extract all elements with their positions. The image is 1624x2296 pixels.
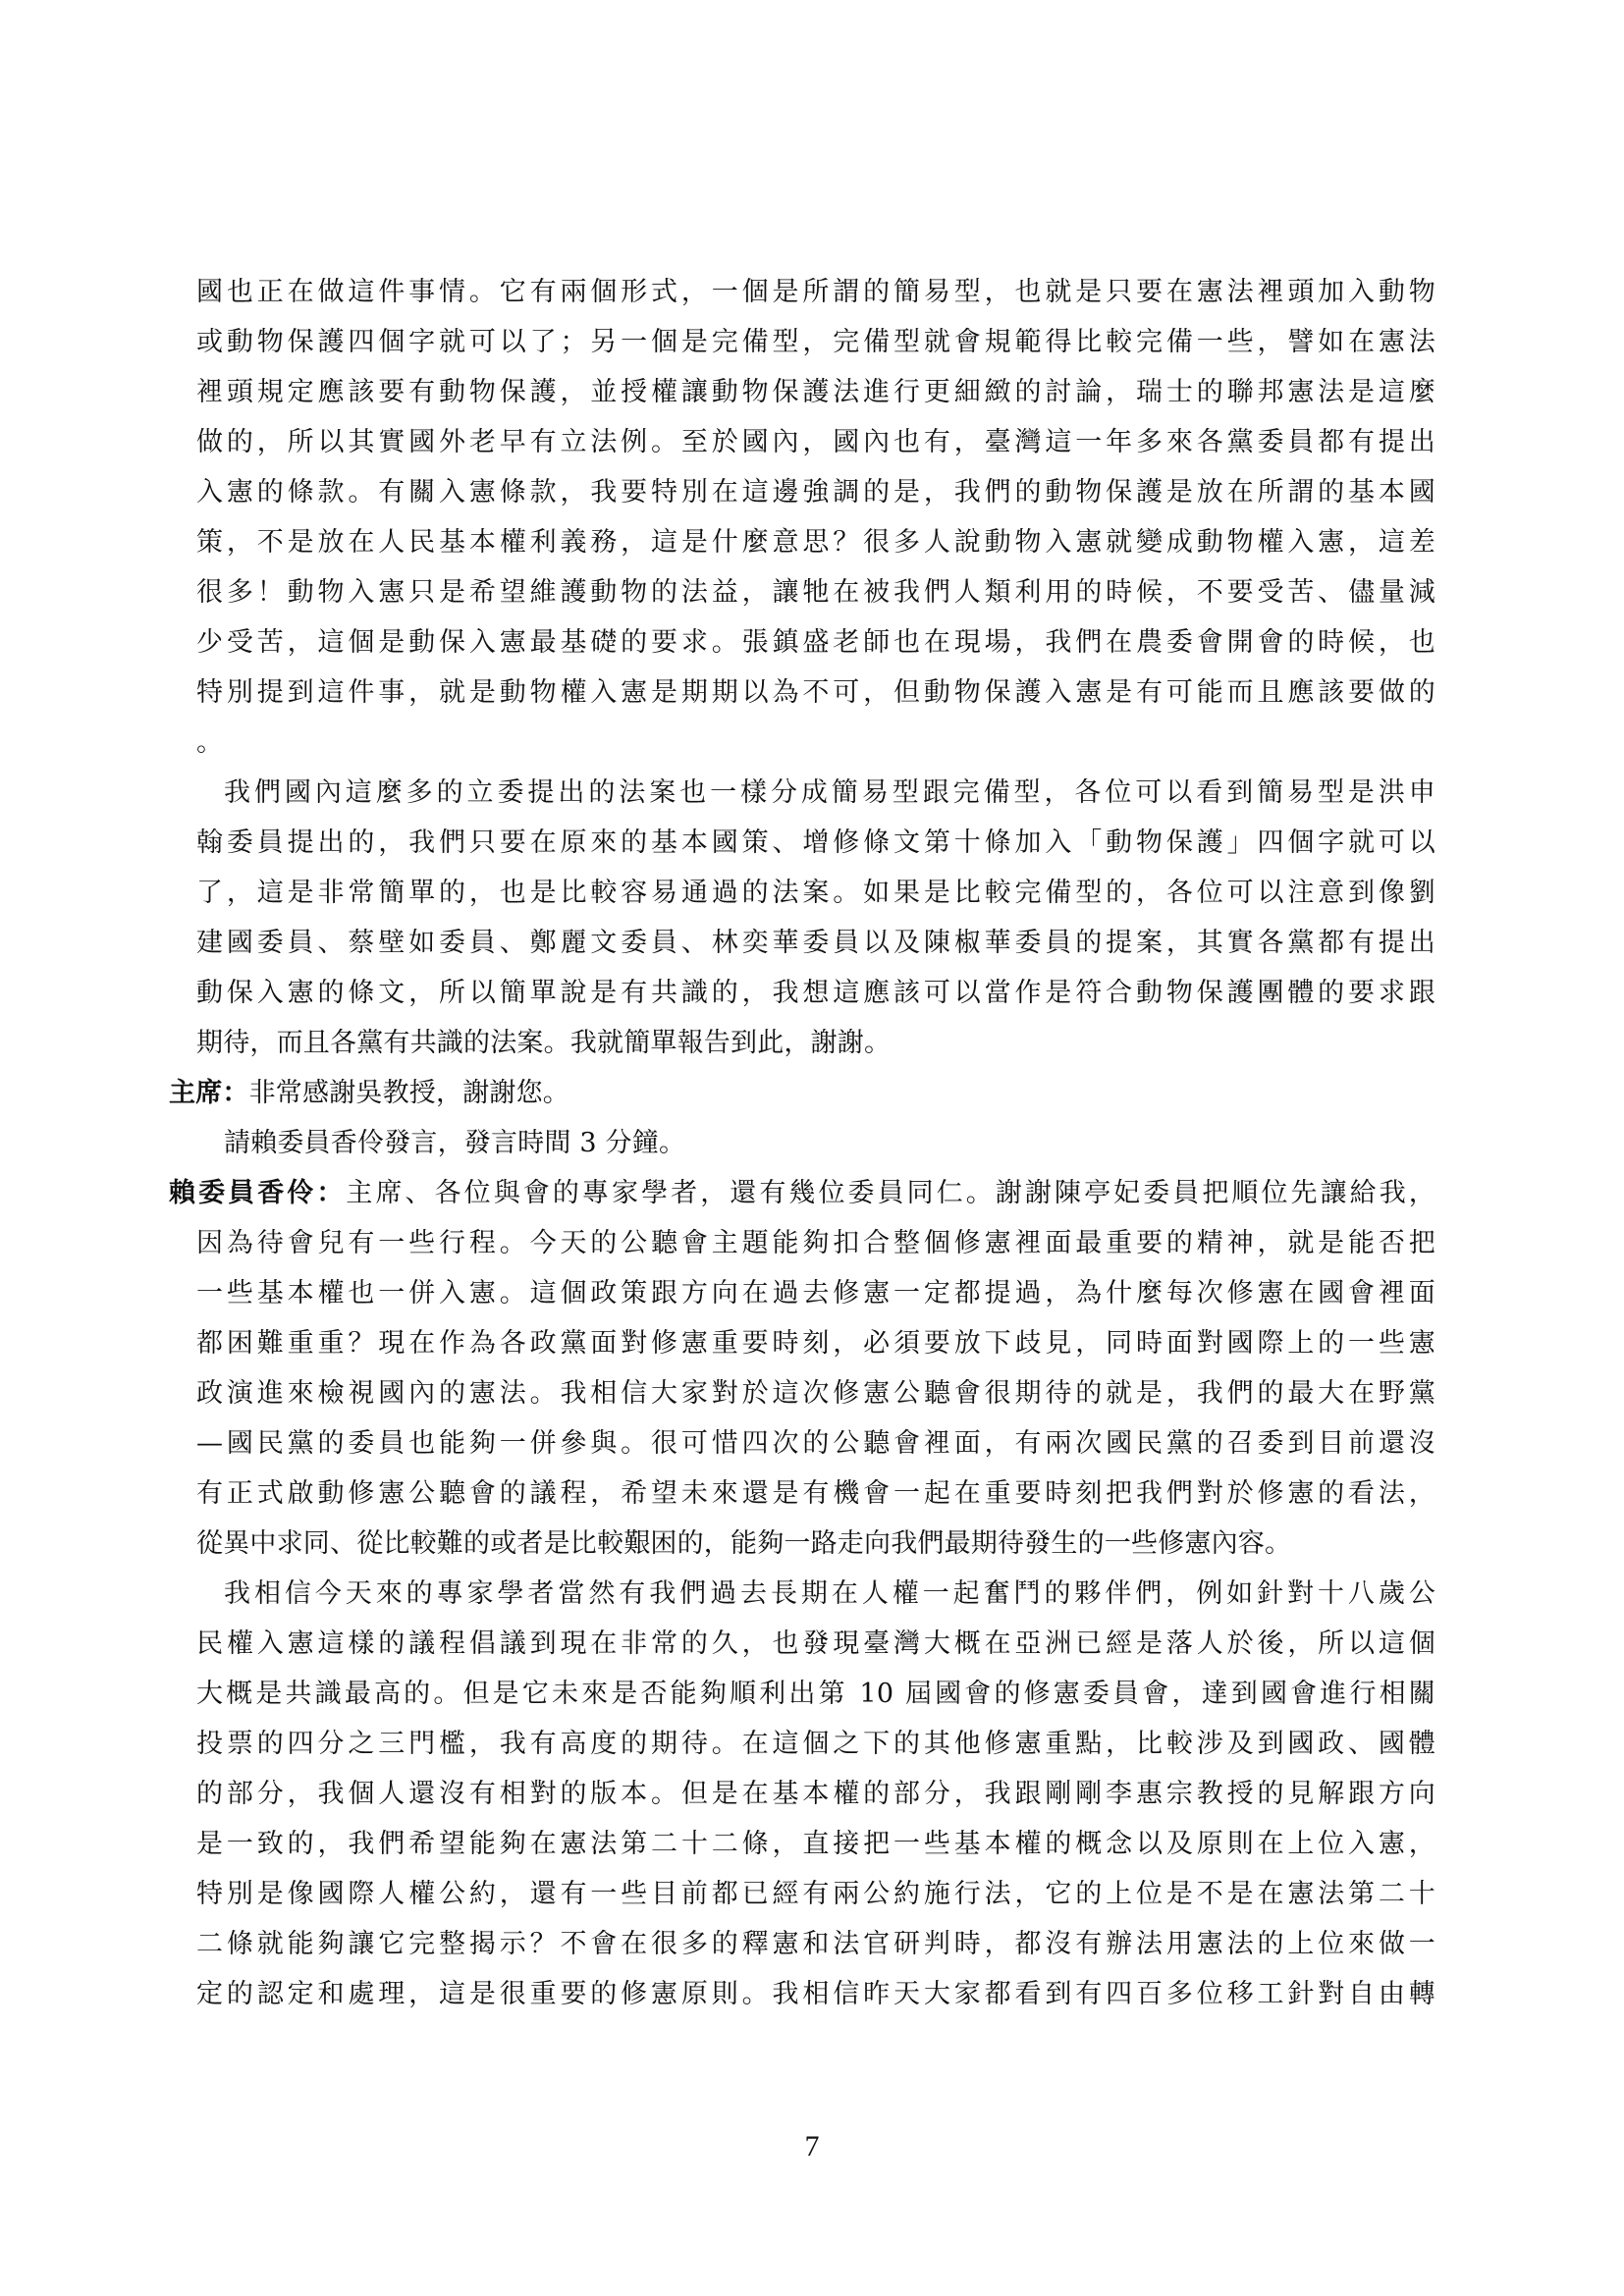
chair-remark bbox=[169, 1068, 1435, 1168]
speaker-line bbox=[169, 1068, 1435, 1118]
text-line: 因為待會兒有一些行程。今天的公聽會主題能夠扣合整個修憲裡面最重要的精神，就是能否把 bbox=[196, 1228, 1435, 1258]
text-line: 從異中求同、從比較難的或者是比較艱困的，能夠一路走向我們最期待發生的一些修憲內容。 bbox=[196, 1528, 1292, 1559]
text-line: 期待，而且各黨有共識的法案。我就簡單報告到此，謝謝。 bbox=[196, 1028, 892, 1058]
text-line: 請賴委員香伶發言，發言時間 3 分鐘。 bbox=[224, 1128, 686, 1158]
page-number: 7 bbox=[804, 2130, 820, 2163]
text-line: 策，不是放在人民基本權利義務，這是什麼意思？很多人說動物入憲就變成動物權入憲，這差 bbox=[196, 527, 1435, 558]
paragraph-continuation bbox=[196, 267, 1435, 768]
text-line: 我們國內這麼多的立委提出的法案也一樣分成簡易型跟完備型，各位可以看到簡易型是洪申 bbox=[224, 777, 1435, 808]
document-body bbox=[169, 267, 1435, 2019]
text-line: 建國委員、蔡壁如委員、鄭麗文委員、林奕華委員以及陳椒華委員的提案，其實各黨都有提出 bbox=[196, 928, 1435, 958]
text-line: 有正式啟動修憲公聽會的議程，希望未來還是有機會一起在重要時刻把我們對於修憲的看法， bbox=[196, 1478, 1435, 1509]
speech-lai bbox=[169, 1168, 1435, 1569]
text-line: 入憲的條款。有關入憲條款，我要特別在這邊強調的是，我們的動物保護是放在所謂的基本國 bbox=[196, 477, 1435, 507]
text-line: 裡頭規定應該要有動物保護，並授權讓動物保護法進行更細緻的討論，瑞士的聯邦憲法是這麼 bbox=[196, 377, 1435, 407]
text-line: 很多！動物入憲只是希望維護動物的法益，讓牠在被我們人類利用的時候，不要受苦、儘量減 bbox=[196, 577, 1435, 608]
text-line: 是一致的，我們希望能夠在憲法第二十二條，直接把一些基本權的概念以及原則在上位入憲， bbox=[196, 1829, 1435, 1859]
speaker-name: 賴委員香伶： bbox=[169, 1178, 347, 1208]
text-line: 特別是像國際人權公約，還有一些目前都已經有兩公約施行法，它的上位是不是在憲法第二十 bbox=[196, 1879, 1435, 1909]
text-line: 我相信今天來的專家學者當然有我們過去長期在人權一起奮鬥的夥伴們，例如針對十八歲公 bbox=[224, 1578, 1435, 1609]
speaker-name: 主席： bbox=[169, 1078, 249, 1108]
text-line: 。 bbox=[196, 727, 224, 758]
text-line: 一些基本權也一併入憲。這個政策跟方向在過去修憲一定都提過，為什麼每次修憲在國會裡面 bbox=[196, 1278, 1435, 1308]
paragraph bbox=[196, 768, 1435, 1068]
text-line: 定的認定和處理，這是很重要的修憲原則。我相信昨天大家都看到有四百多位移工針對自由轉 bbox=[196, 1979, 1435, 2009]
speech-text: 主席、各位與會的專家學者，還有幾位委員同仁。謝謝陳亭妃委員把順位先讓給我， bbox=[346, 1178, 1435, 1208]
text-line: 國也正在做這件事情。它有兩個形式，一個是所謂的簡易型，也就是只要在憲法裡頭加入動物 bbox=[196, 277, 1435, 307]
text-line: 或動物保護四個字就可以了；另一個是完備型，完備型就會規範得比較完備一些，譬如在憲法 bbox=[196, 327, 1435, 357]
text-line: 政演進來檢視國內的憲法。我相信大家對於這次修憲公聽會很期待的就是，我們的最大在野黨 bbox=[196, 1378, 1435, 1409]
paragraph bbox=[196, 1569, 1435, 2019]
text-line: 大概是共識最高的。但是它未來是否能夠順利出第 10 屆國會的修憲委員會，達到國會進行相關 bbox=[196, 1679, 1435, 1709]
text-line: 動保入憲的條文，所以簡單說是有共識的，我想這應該可以當作是符合動物保護團體的要求跟 bbox=[196, 978, 1435, 1008]
text-line: 都困難重重？現在作為各政黨面對修憲重要時刻，必須要放下歧見，同時面對國際上的一些憲 bbox=[196, 1328, 1435, 1359]
text-line: 特別提到這件事，就是動物權入憲是期期以為不可，但動物保護入憲是有可能而且應該要做的 bbox=[196, 677, 1435, 708]
text-line: 少受苦，這個是動保入憲最基礎的要求。張鎮盛老師也在現場，我們在農委會開會的時候，也 bbox=[196, 627, 1435, 658]
text-line: 的部分，我個人還沒有相對的版本。但是在基本權的部分，我跟剛剛李惠宗教授的見解跟方向 bbox=[196, 1779, 1435, 1809]
speech-text: 非常感謝吳教授，謝謝您。 bbox=[248, 1078, 570, 1108]
text-line: 了，這是非常簡單的，也是比較容易通過的法案。如果是比較完備型的，各位可以注意到像劉 bbox=[196, 878, 1435, 908]
text-line: 投票的四分之三門檻，我有高度的期待。在這個之下的其他修憲重點，比較涉及到國政、國體 bbox=[196, 1729, 1435, 1759]
speaker-line bbox=[169, 1168, 1435, 1218]
text-line: 做的，所以其實國外老早有立法例。至於國內，國內也有，臺灣這一年多來各黨委員都有提出 bbox=[196, 427, 1435, 457]
text-line: 民權入憲這樣的議程倡議到現在非常的久，也發現臺灣大概在亞洲已經是落人於後，所以這個 bbox=[196, 1629, 1435, 1659]
text-line: —國民黨的委員也能夠一併參與。很可惜四次的公聽會裡面，有兩次國民黨的召委到目前還沒 bbox=[196, 1428, 1435, 1459]
text-line: 二條就能夠讓它完整揭示？不會在很多的釋憲和法官研判時，都沒有辦法用憲法的上位來做一 bbox=[196, 1929, 1435, 1959]
text-line: 翰委員提出的，我們只要在原來的基本國策、增修條文第十條加入「動物保護」四個字就可以 bbox=[196, 828, 1435, 858]
